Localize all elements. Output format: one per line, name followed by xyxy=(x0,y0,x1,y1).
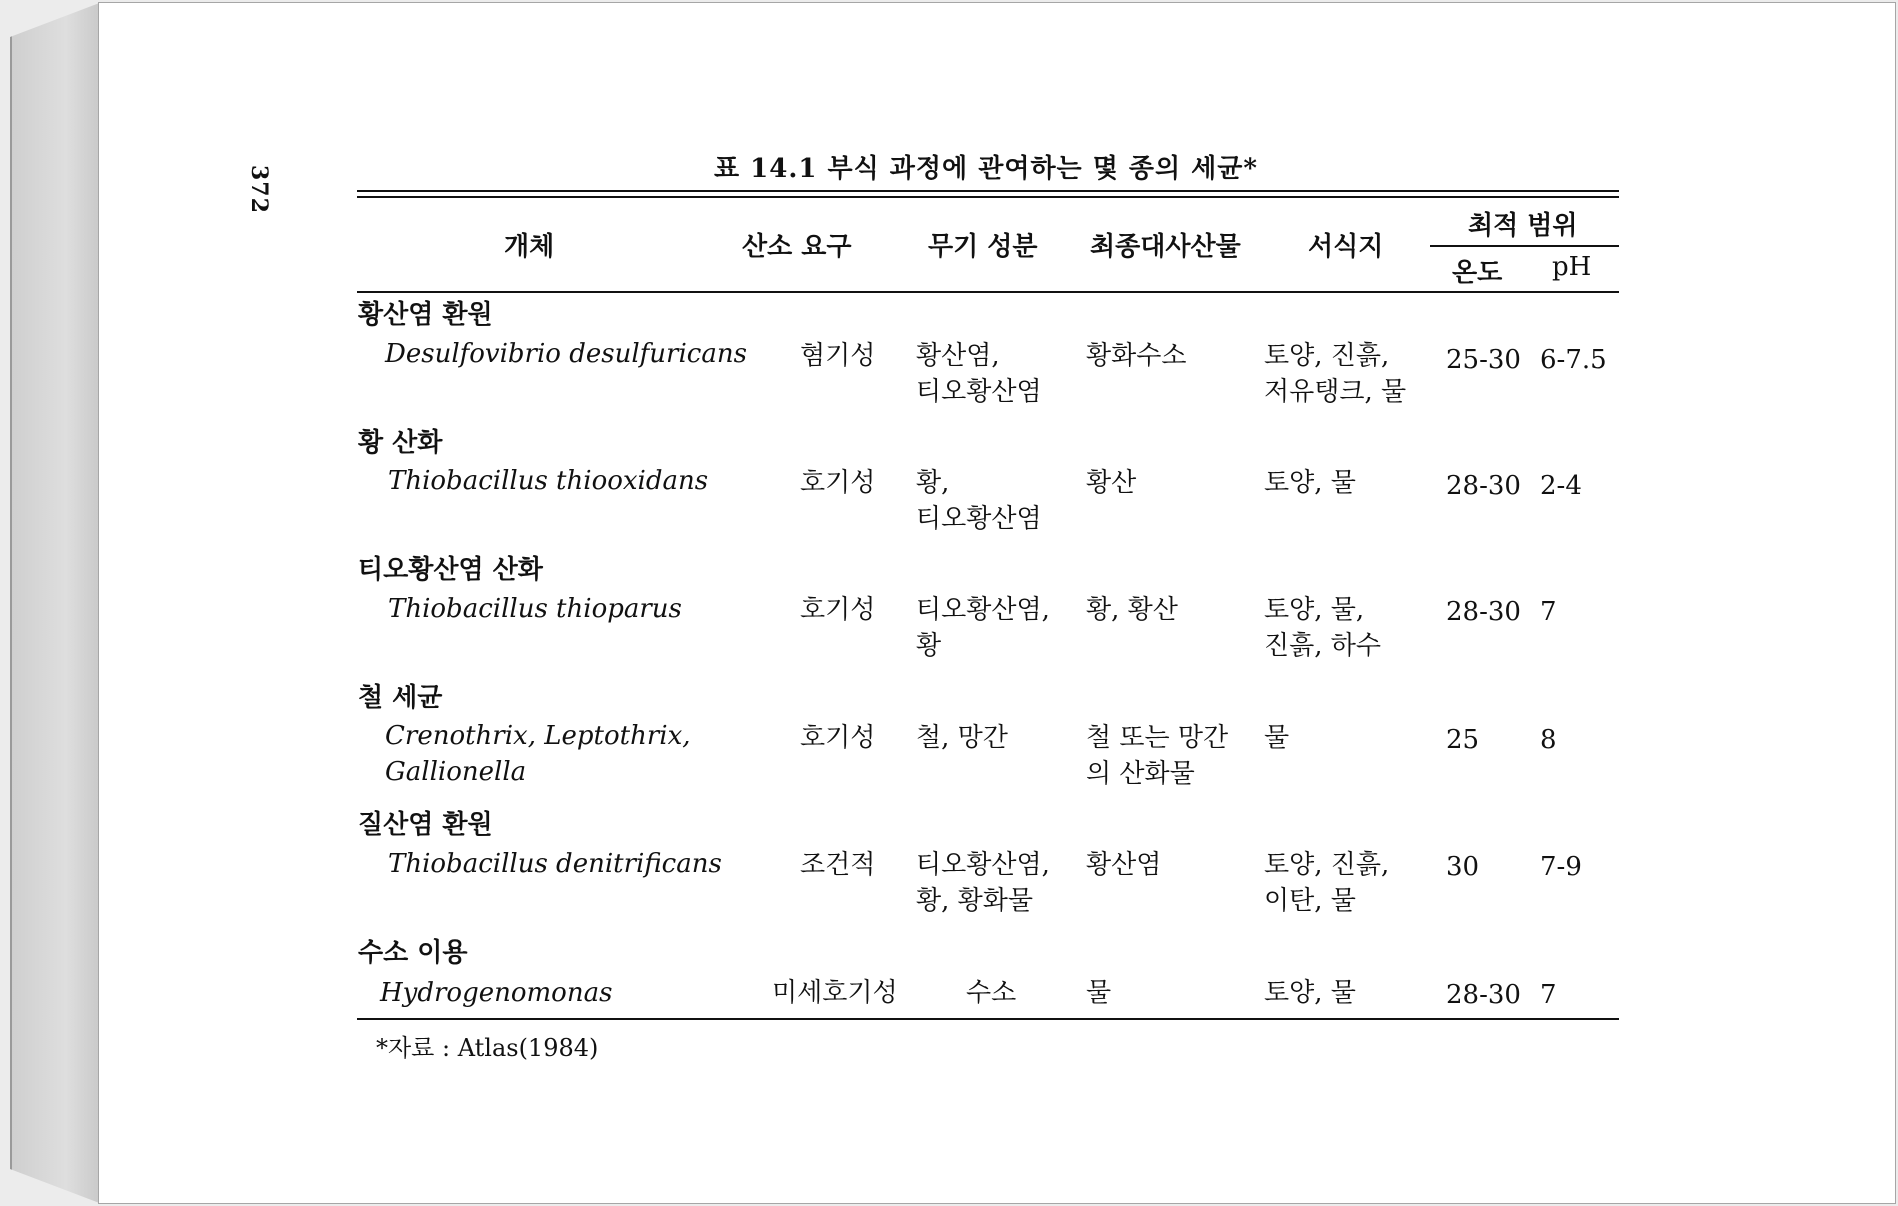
inorganic-line: 티오황산염, xyxy=(916,850,1050,880)
habitat-line: 토양, 진흙, xyxy=(1264,850,1390,880)
group-name: 티오황산염 산화 xyxy=(358,555,543,585)
temp-value: 30 xyxy=(1446,852,1480,882)
group-name: 질산염 환원 xyxy=(358,810,493,840)
oxygen-requirement: 호기성 xyxy=(800,468,876,498)
temp-value: 28-30 xyxy=(1446,471,1521,501)
page-number: 372 xyxy=(246,165,272,214)
habitat-line: 진흙, 하수 xyxy=(1264,631,1381,661)
inorganic-line: 티오황산염 xyxy=(916,504,1042,534)
table-bottom-rule xyxy=(357,1018,1619,1020)
header-habitat: 서식지 xyxy=(1308,232,1384,262)
group-name: 황산염 환원 xyxy=(358,300,493,330)
end-product-line: 물 xyxy=(1086,978,1112,1008)
header-oxygen: 산소 요구 xyxy=(742,232,852,262)
inorganic-line: 황, 황화물 xyxy=(916,886,1033,916)
inorganic-line: 철, 망간 xyxy=(916,723,1008,753)
header-rule xyxy=(357,291,1619,293)
header-inorganic: 무기 성분 xyxy=(928,232,1038,262)
table-caption: 표 14.1 부식 과정에 관여하는 몇 종의 세균* xyxy=(713,154,1259,184)
header-optimum: 최적 범위 xyxy=(1468,211,1578,241)
habitat-line: 토양, 진흙, xyxy=(1264,341,1390,371)
organism-name: Thiobacillus thioparus xyxy=(388,594,682,624)
header-temp: 온도 xyxy=(1452,258,1503,288)
habitat-line: 토양, 물 xyxy=(1264,468,1356,498)
header-end-product: 최종대사산물 xyxy=(1090,232,1241,262)
oxygen-requirement: 조건적 xyxy=(800,850,876,880)
ph-value: 7-9 xyxy=(1540,852,1582,882)
organism-name: Thiobacillus denitrificans xyxy=(388,849,722,879)
temp-value: 25-30 xyxy=(1446,345,1521,375)
end-product-line: 황화수소 xyxy=(1086,341,1187,371)
ph-value: 6-7.5 xyxy=(1540,345,1607,375)
temp-value: 28-30 xyxy=(1446,597,1521,627)
inorganic-line: 황산염, xyxy=(916,341,1000,371)
organism-name: Thiobacillus thiooxidans xyxy=(388,466,709,496)
habitat-line: 토양, 물 xyxy=(1264,978,1356,1008)
inorganic-line: 황, xyxy=(916,468,950,498)
ph-value: 8 xyxy=(1540,725,1557,755)
table-top-rule xyxy=(357,190,1619,192)
ph-value: 2-4 xyxy=(1540,471,1582,501)
oxygen-requirement: 미세호기성 xyxy=(772,978,898,1008)
group-name: 철 세균 xyxy=(358,683,443,713)
habitat-line: 물 xyxy=(1264,723,1290,753)
organism-name: Gallionella xyxy=(385,757,527,787)
ph-value: 7 xyxy=(1540,597,1557,627)
habitat-line: 이탄, 물 xyxy=(1264,886,1356,916)
optimum-underline xyxy=(1430,245,1619,247)
group-name: 수소 이용 xyxy=(358,938,468,968)
inorganic-line: 티오황산염 xyxy=(916,377,1042,407)
group-name: 황 산화 xyxy=(358,428,443,458)
oxygen-requirement: 호기성 xyxy=(800,595,876,625)
end-product-line: 철 또는 망간 xyxy=(1086,723,1229,753)
end-product-line: 황, 황산 xyxy=(1086,595,1178,625)
inorganic-line: 황 xyxy=(916,631,942,661)
habitat-line: 저유탱크, 물 xyxy=(1264,377,1407,407)
organism-name: Hydrogenomonas xyxy=(380,978,613,1008)
temp-value: 28-30 xyxy=(1446,980,1521,1010)
table-top-rule-2 xyxy=(357,196,1619,198)
end-product-line: 황산 xyxy=(1086,468,1137,498)
organism-name: Desulfovibrio desulfuricans xyxy=(385,339,747,369)
oxygen-requirement: 혐기성 xyxy=(800,341,876,371)
header-ph: pH xyxy=(1552,252,1592,282)
header-organism: 개체 xyxy=(504,232,555,262)
organism-name: Crenothrix, Leptothrix, xyxy=(385,721,691,751)
inorganic-line: 티오황산염, xyxy=(916,595,1050,625)
temp-value: 25 xyxy=(1446,725,1480,755)
habitat-line: 토양, 물, xyxy=(1264,595,1365,625)
book-spine xyxy=(10,2,102,1204)
inorganic-line: 수소 xyxy=(966,978,1017,1008)
end-product-line: 의 산화물 xyxy=(1086,759,1195,789)
ph-value: 7 xyxy=(1540,980,1557,1010)
table-footnote: *자료 : Atlas(1984) xyxy=(376,1034,599,1062)
oxygen-requirement: 호기성 xyxy=(800,723,876,753)
end-product-line: 황산염 xyxy=(1086,850,1162,880)
